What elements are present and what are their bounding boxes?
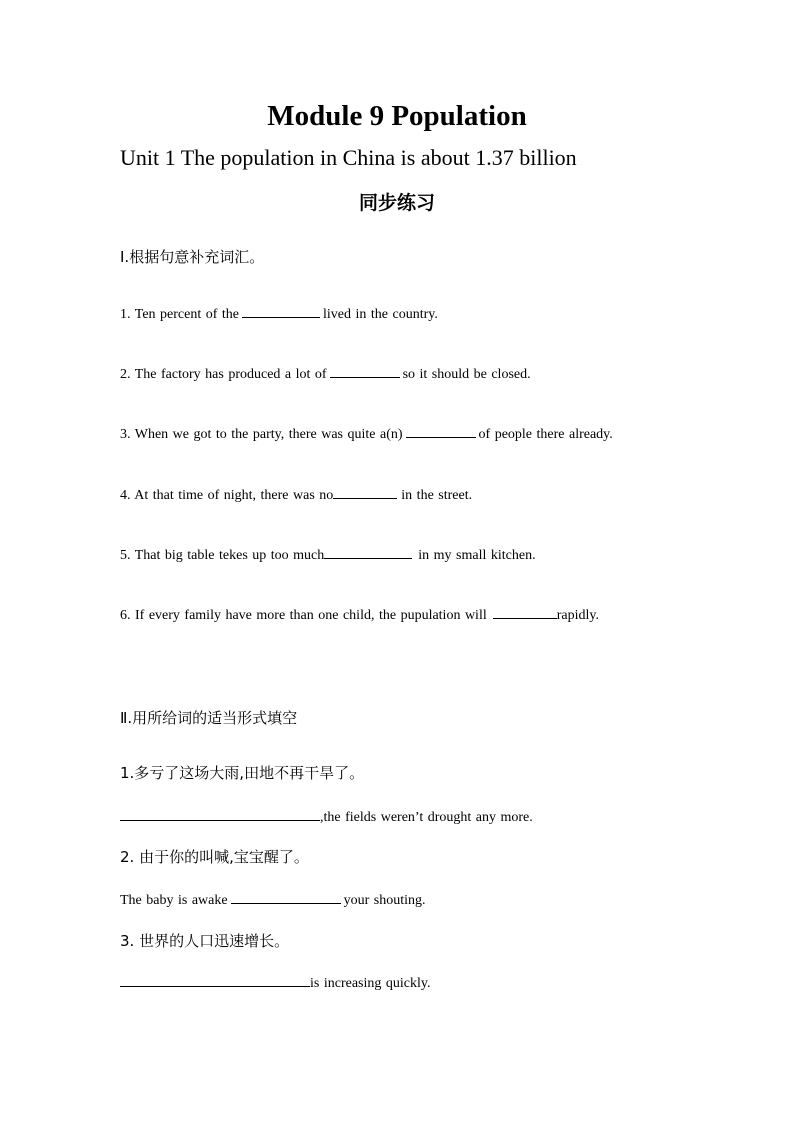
question-text: in the street. [401, 488, 473, 503]
answer-blank[interactable] [231, 889, 341, 904]
question-text: in my small kitchen. [418, 548, 536, 563]
section-1-heading: Ⅰ.根据句意补充词汇。 [120, 248, 265, 266]
answer-blank[interactable] [406, 423, 476, 438]
section-2-question-1 [120, 806, 533, 826]
answer-blank[interactable] [324, 544, 412, 559]
question-text: of people there already. [478, 427, 613, 442]
answer-blank[interactable] [242, 303, 320, 318]
section-1-question-3 [120, 423, 613, 443]
section-1-question-2 [120, 363, 531, 383]
section-2-question-3-prompt: 3. 世界的人口迅速增长。 [120, 932, 290, 950]
question-text: your shouting. [343, 893, 426, 908]
answer-blank[interactable] [120, 806, 320, 821]
answer-blank[interactable] [493, 604, 557, 619]
question-text: is increasing quickly. [310, 976, 431, 991]
question-text: ,the fields weren’t drought any more. [320, 810, 533, 825]
section-2-question-1-prompt: 1.多亏了这场大雨,田地不再干旱了。 [120, 764, 365, 782]
question-text: 4. At that time of night, there was no [120, 488, 334, 503]
page-title: Module 9 Population [267, 100, 527, 132]
section-1-question-6 [120, 604, 599, 624]
section-2-question-2 [120, 889, 425, 909]
answer-blank[interactable] [330, 363, 400, 378]
question-text: rapidly. [556, 608, 599, 623]
question-text: lived in the country. [323, 307, 438, 322]
answer-blank[interactable] [333, 484, 397, 499]
question-text: 3. When we got to the party, there was quite a(n) [120, 427, 403, 442]
question-text: 5. That big table tekes up too much [120, 548, 325, 563]
practice-heading: 同步练习 [358, 192, 435, 214]
question-text: The baby is awake [120, 893, 228, 908]
section-1-question-5 [120, 544, 536, 564]
section-2-question-2-prompt: 2. 由于你的叫喊,宝宝醒了。 [120, 848, 309, 866]
question-text: so it should be closed. [402, 367, 531, 382]
unit-subtitle: Unit 1 The population in China is about 1.37 billion [120, 145, 577, 170]
section-2-heading: Ⅱ.用所给词的适当形式填空 [120, 709, 298, 727]
answer-blank[interactable] [120, 972, 310, 987]
section-1-question-4 [120, 484, 472, 504]
question-text: 2. The factory has produced a lot of [120, 367, 327, 382]
section-2-question-3 [120, 972, 430, 992]
section-1-question-1 [120, 303, 438, 323]
question-text: 1. Ten percent of the [120, 307, 239, 322]
question-text: 6. If every family have more than one child, the pupulation will [120, 608, 487, 623]
